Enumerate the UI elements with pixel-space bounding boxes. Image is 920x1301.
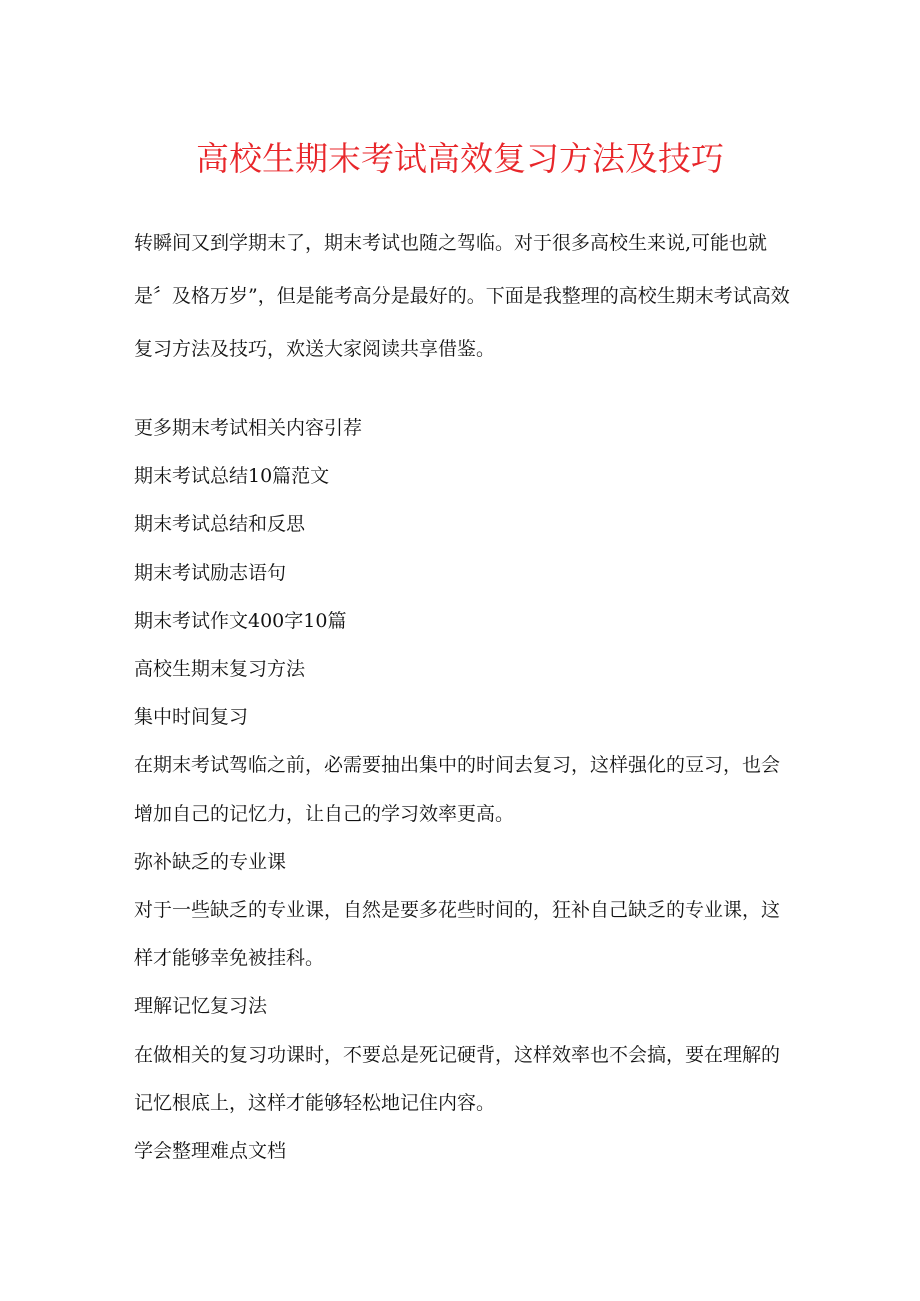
related-link-1[interactable]: 期末考试总结10篇范文 xyxy=(134,465,330,488)
subsection-body-3: 在做相关的复习功课时，不要总是死记硬背，这样效率也不会搞，要在理解的记忆根底上，这样才能够轻松地记住内容。 xyxy=(134,1043,781,1114)
subsection-body-2: 对于一些缺乏的专业课，自然是要多花些时间的，狂补自己缺乏的专业课，这样才能够幸免被挂科。 xyxy=(134,899,781,970)
subsection-heading-1: 集中时间复习 xyxy=(134,706,249,729)
subsection-heading-3: 理解记忆复习法 xyxy=(134,995,268,1018)
subsection-heading-4: 学会整理难点文档 xyxy=(134,1140,287,1163)
section-heading: 高校生期末复习方法 xyxy=(134,658,306,681)
intro-paragraph: 转瞬间又到学期末了，期末考试也随之驾临。对于很多高校生来说,可能也就是〞及格万岁”，但是能考高分是最好的。下面是我整理的高校生期末考试高效复习方法及技巧，欢送大家阅读共享借鉴。 xyxy=(134,232,790,360)
document-body xyxy=(134,404,794,1175)
subsection-body-1: 在期末考试驾临之前，必需要抽出集中的时间去复习，这样强化的豆习，也会增加自己的记忆力，让自己的学习效率更高。 xyxy=(134,754,781,825)
related-heading: 更多期末考试相关内容引荐 xyxy=(134,417,363,439)
document-title: 高校生期末考试高效复习方法及技巧 xyxy=(196,139,724,178)
subsection-heading-2: 弥补缺乏的专业课 xyxy=(134,850,287,873)
related-link-4[interactable]: 期末考试作文400字10篇 xyxy=(134,609,347,632)
related-link-2[interactable]: 期末考试总结和反思 xyxy=(134,513,306,536)
related-link-3[interactable]: 期末考试励志语句 xyxy=(134,561,287,584)
